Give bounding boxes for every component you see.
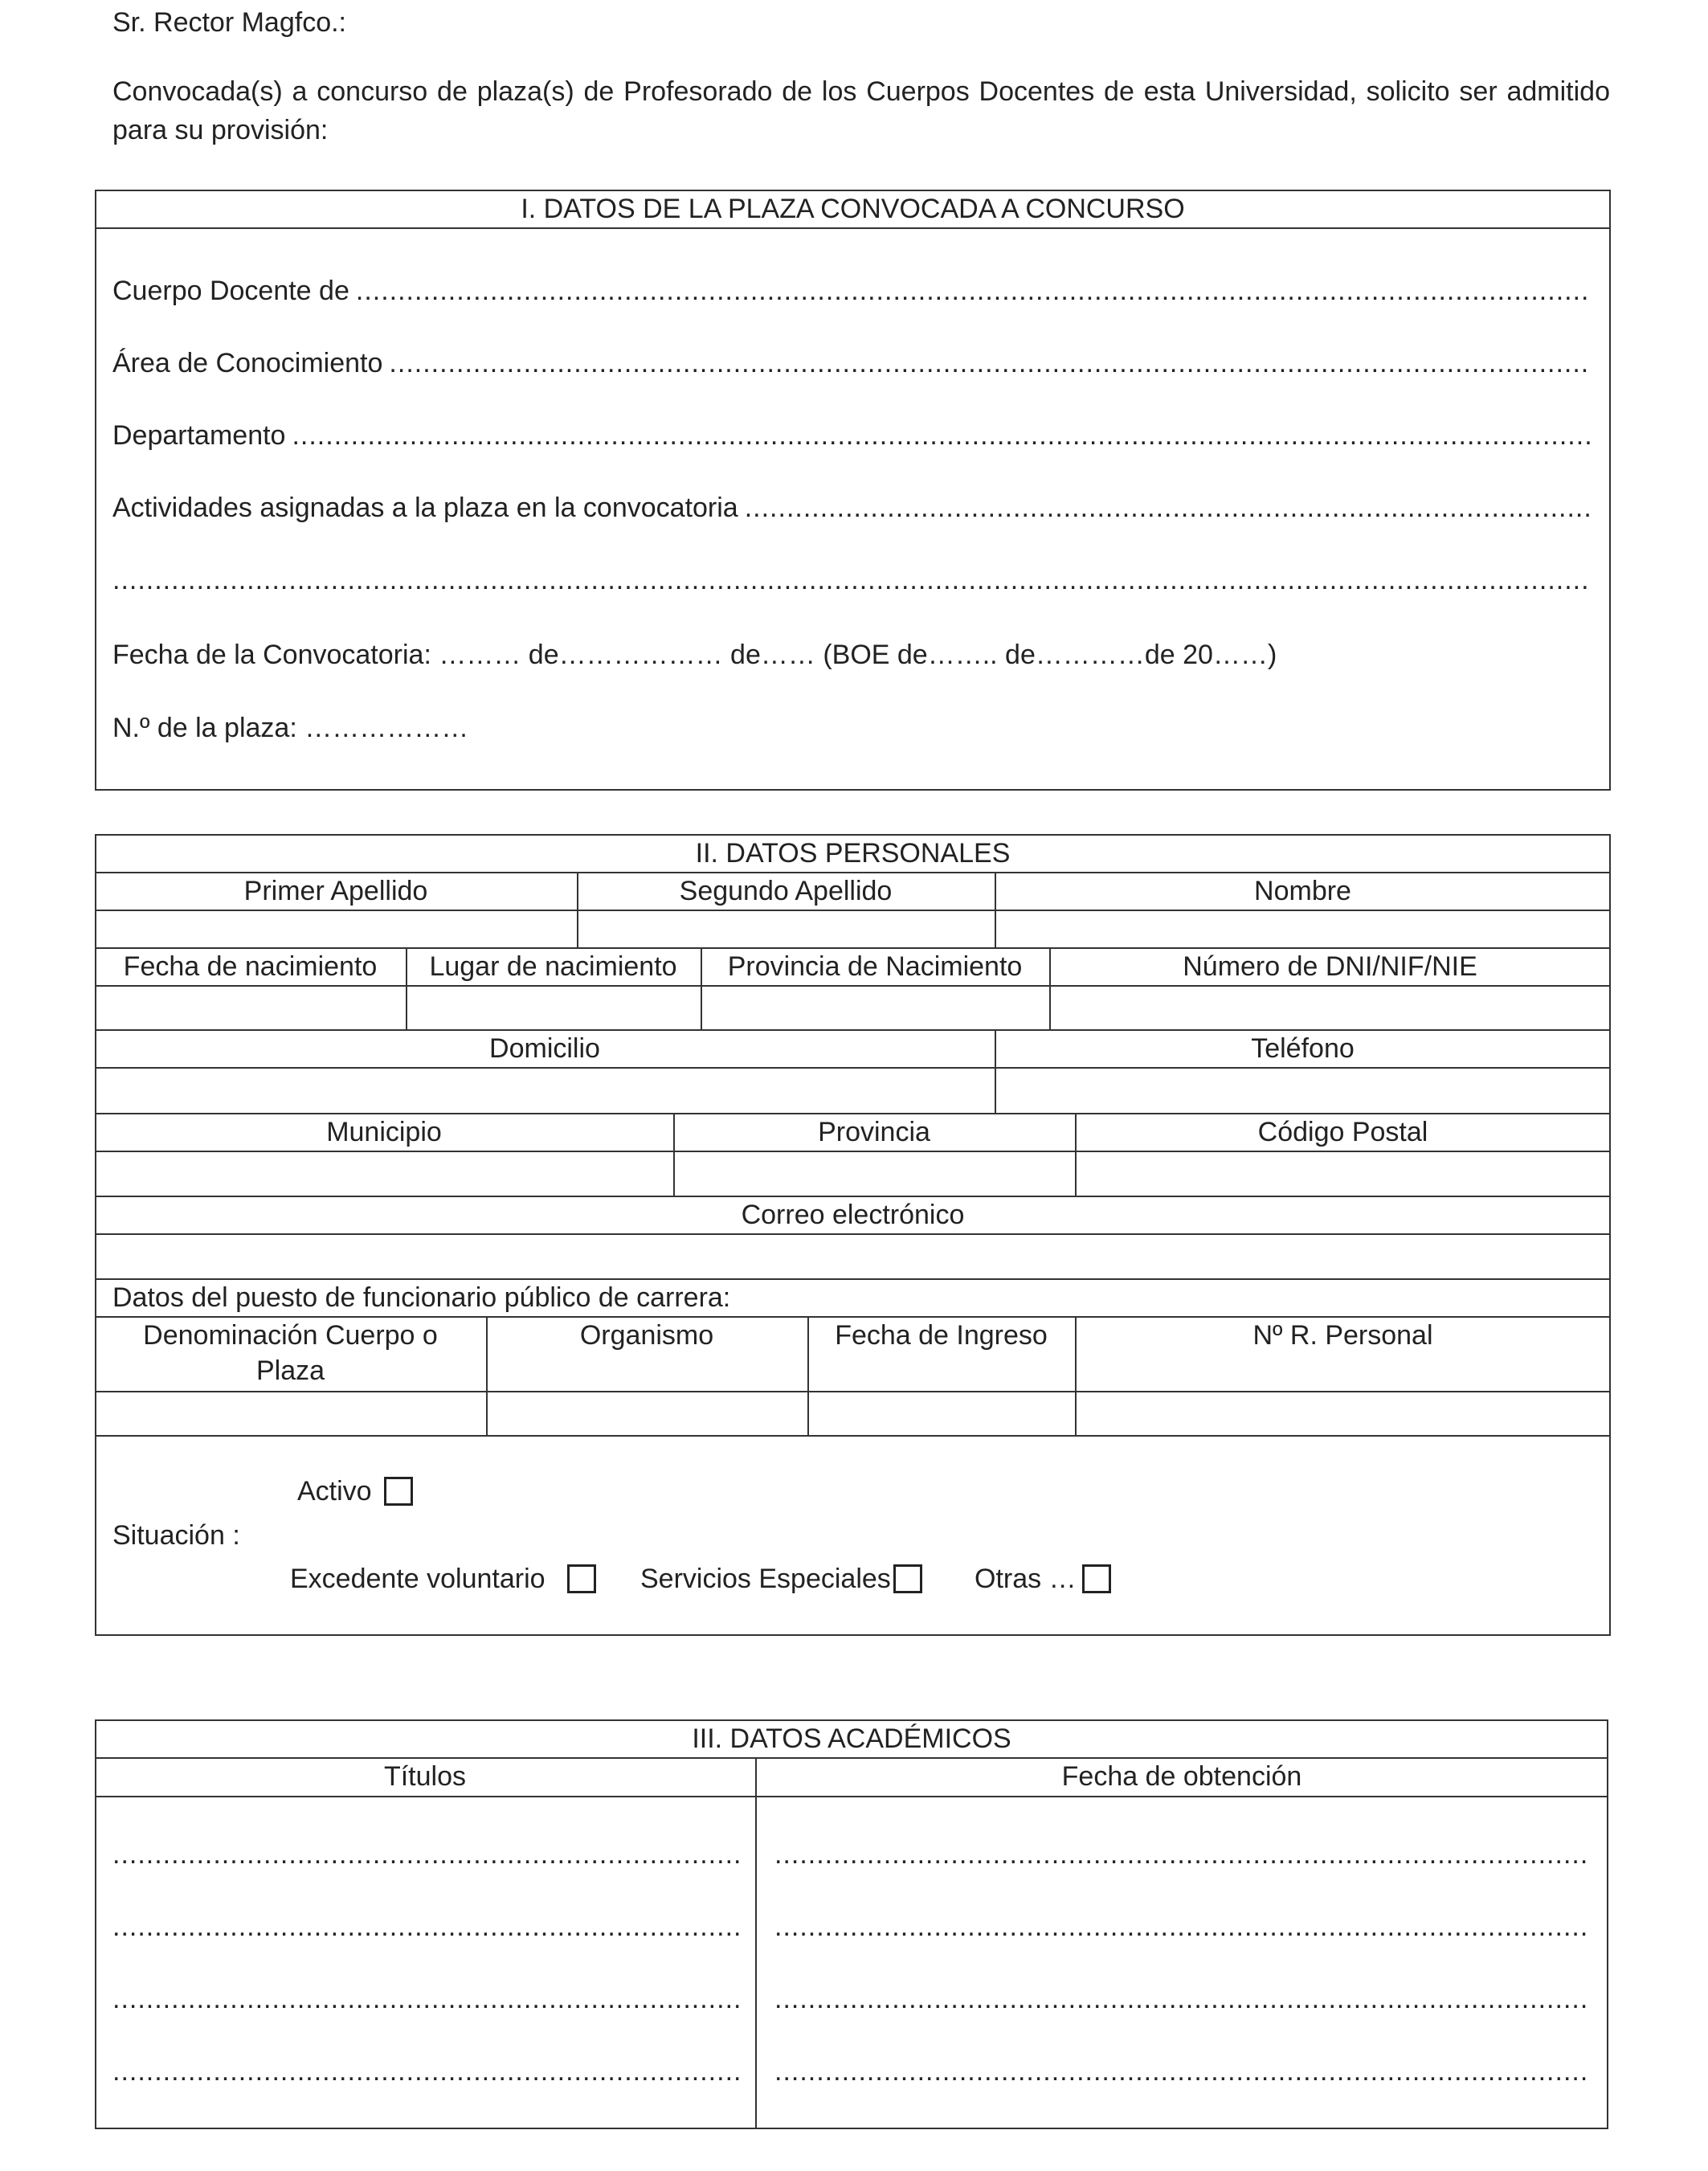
provincia-input[interactable] (675, 1152, 1073, 1194)
dotted-line (774, 1983, 1591, 2015)
area-conocimiento-field[interactable] (112, 347, 1591, 379)
correo-header: Correo electrónico (741, 1200, 965, 1230)
greeting: Sr. Rector Magfco.: (112, 7, 346, 38)
nombre-header: Nombre (1254, 876, 1351, 906)
divider (95, 1796, 1608, 1797)
otras-checkbox[interactable] (1082, 1564, 1111, 1593)
actividades-label: Actividades asignadas a la plaza en la convocatoria (112, 493, 738, 523)
segundo-apellido-input[interactable] (578, 911, 993, 946)
lugar-nacimiento-input[interactable] (407, 987, 699, 1028)
divider (95, 1278, 1611, 1280)
titulo-line[interactable] (112, 1983, 739, 2015)
otras-label: Otras … (975, 1564, 1077, 1594)
denominacion-header (95, 1318, 486, 1388)
excedente-checkbox[interactable] (567, 1564, 596, 1593)
servicios-checkbox[interactable] (893, 1564, 922, 1593)
section-academicos-title: III. DATOS ACADÉMICOS (692, 1723, 1011, 1754)
nombre-input[interactable] (996, 911, 1609, 946)
nr-personal-input[interactable] (1077, 1392, 1609, 1433)
codigo-postal-header: Código Postal (1257, 1117, 1428, 1147)
numero-plaza[interactable]: N.º de la plaza: ……………… (112, 713, 469, 743)
fecha-obtencion-line[interactable] (774, 1838, 1591, 1870)
domicilio-header: Domicilio (489, 1033, 600, 1064)
activo-checkbox[interactable] (384, 1477, 413, 1506)
divider (95, 227, 1611, 229)
provincia-nacimiento-header: Provincia de Nacimiento (727, 951, 1023, 982)
fecha-ingreso-header: Fecha de Ingreso (835, 1320, 1048, 1351)
area-conocimiento-label: Área de Conocimiento (112, 348, 383, 378)
excedente-label: Excedente voluntario (290, 1564, 545, 1594)
servicios-label: Servicios Especiales (640, 1564, 891, 1594)
cuerpo-docente-field[interactable] (112, 275, 1591, 307)
fecha-ingreso-input[interactable] (809, 1392, 1073, 1433)
dotted-line (774, 1838, 1591, 1870)
dotted-line (356, 275, 1591, 307)
dotted-line (112, 564, 1591, 596)
actividades-continuation-field[interactable] (106, 564, 1591, 596)
cuerpo-docente-label: Cuerpo Docente de (112, 276, 349, 306)
denominacion-input[interactable] (96, 1392, 484, 1433)
dotted-line (774, 2055, 1591, 2087)
telefono-header: Teléfono (1251, 1033, 1355, 1064)
titulo-line[interactable] (112, 1911, 739, 1943)
provincia-header: Provincia (818, 1117, 930, 1147)
dni-input[interactable] (1051, 987, 1609, 1028)
fecha-obtencion-line[interactable] (774, 1983, 1591, 2015)
situacion-label: Situación : (112, 1520, 240, 1551)
dotted-line (112, 2055, 739, 2087)
titulos-header: Títulos (383, 1761, 467, 1792)
section-personal-title: II. DATOS PERSONALES (695, 838, 1011, 869)
intro-paragraph: Convocada(s) a concurso de plaza(s) de Profesorado de los Cuerpos Docentes de esta Universidad, solicito ser admitido para su provisión: (112, 76, 1610, 145)
organismo-header: Organismo (579, 1320, 714, 1351)
correo-input[interactable] (96, 1235, 1609, 1277)
dotted-line (745, 492, 1591, 524)
dotted-line (774, 1911, 1591, 1943)
titulo-line[interactable] (112, 1838, 739, 1870)
fecha-obtencion-line[interactable] (774, 2055, 1591, 2087)
primer-apellido-header: Primer Apellido (243, 876, 428, 906)
titulo-line[interactable] (112, 2055, 739, 2087)
fecha-convocatoria[interactable]: Fecha de la Convocatoria: ……… de……………… de…… (BOE de…….. de…………de 20……) (112, 640, 1277, 670)
funcionario-heading: Datos del puesto de funcionario público de carrera: (112, 1282, 731, 1313)
municipio-header: Municipio (326, 1117, 442, 1147)
divider (755, 1757, 757, 2129)
dotted-line (112, 1911, 739, 1943)
primer-apellido-input[interactable] (96, 911, 575, 946)
telefono-input[interactable] (996, 1069, 1609, 1111)
divider (95, 1435, 1611, 1437)
section-plaza-title: I. DATOS DE LA PLAZA CONVOCADA A CONCURSO (521, 194, 1185, 224)
fecha-nacimiento-header: Fecha de nacimiento (123, 951, 378, 982)
provincia-nacimiento-input[interactable] (702, 987, 1048, 1028)
domicilio-input[interactable] (96, 1069, 993, 1111)
dotted-line (112, 1983, 739, 2015)
municipio-input[interactable] (96, 1152, 672, 1194)
denominacion-header-line1: Denominación Cuerpo o (143, 1320, 438, 1351)
departamento-field[interactable] (112, 419, 1591, 452)
dotted-line (389, 347, 1591, 379)
fecha-obtencion-line[interactable] (774, 1911, 1591, 1943)
denominacion-header-line2: Plaza (255, 1355, 325, 1386)
codigo-postal-input[interactable] (1077, 1152, 1609, 1194)
actividades-field[interactable] (112, 492, 1591, 524)
dotted-line (292, 419, 1591, 452)
fecha-nacimiento-input[interactable] (96, 987, 404, 1028)
segundo-apellido-header: Segundo Apellido (679, 876, 893, 906)
departamento-label: Departamento (112, 420, 286, 451)
dni-header: Número de DNI/NIF/NIE (1183, 951, 1477, 982)
dotted-line (112, 1838, 739, 1870)
organismo-input[interactable] (488, 1392, 806, 1433)
activo-label: Activo (297, 1476, 372, 1507)
lugar-nacimiento-header: Lugar de nacimiento (429, 951, 677, 982)
nr-personal-header: Nº R. Personal (1252, 1320, 1433, 1351)
fecha-obtencion-header: Fecha de obtención (1061, 1761, 1302, 1792)
